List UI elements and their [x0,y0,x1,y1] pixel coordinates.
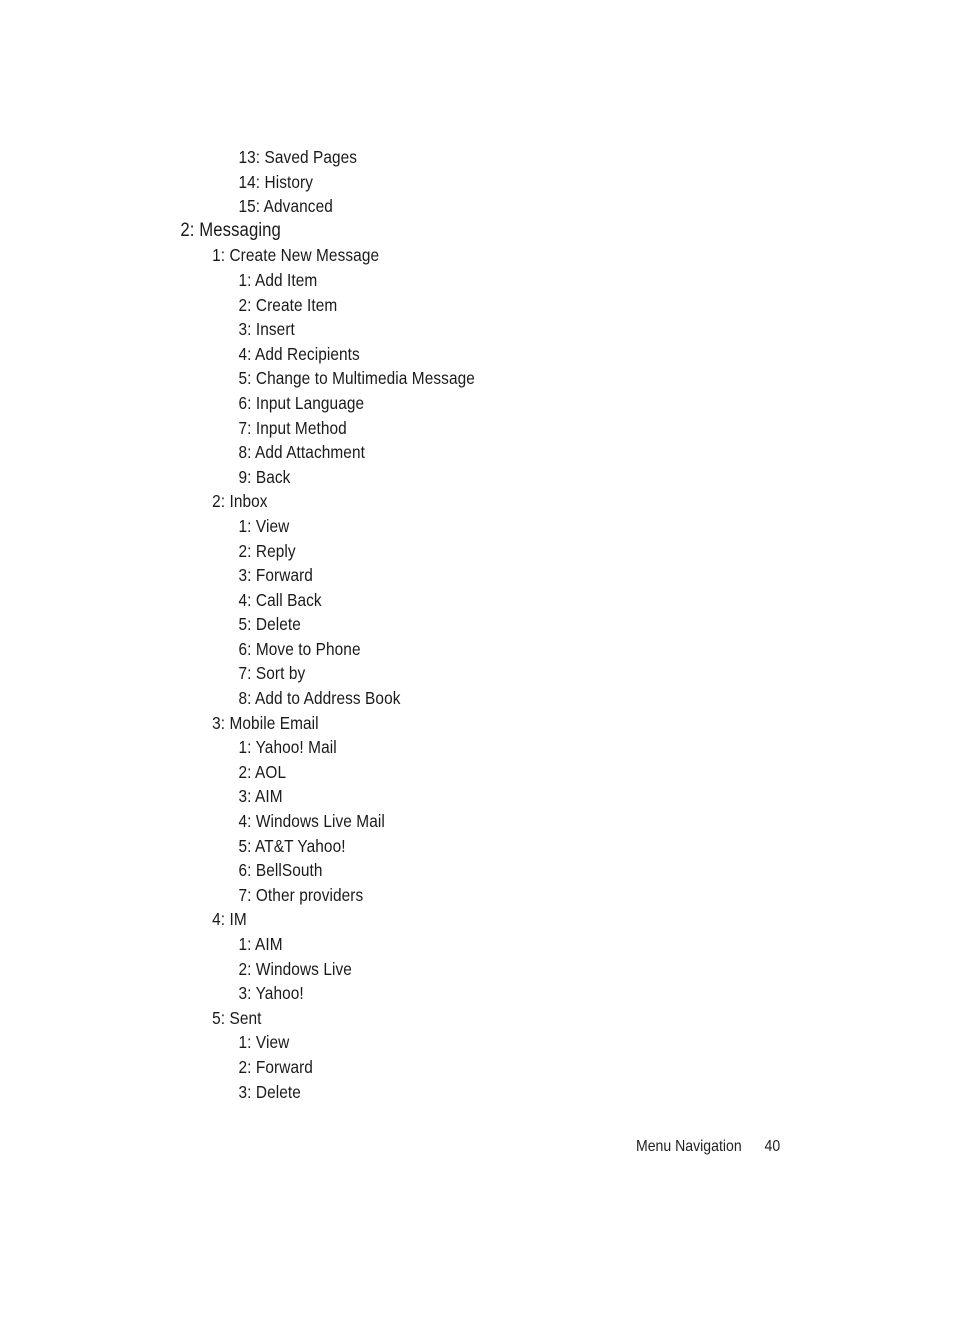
submenu-item: 5: AT&T Yahoo! [238,835,346,856]
submenu-item: 1: AIM [238,934,283,954]
submenu-item: 3: Insert [238,319,295,340]
submenu-item: 4: Add Recipients [238,343,360,364]
submenu-item: 2: Windows Live [238,958,352,979]
submenu-item: 4: Call Back [238,589,322,610]
page-footer [636,1135,780,1159]
menu-item: 2: Inbox [212,491,268,512]
submenu-item: 4: Windows Live Mail [238,811,385,832]
submenu-item: 1: View [238,515,290,536]
submenu-item: 6: Input Language [238,392,365,413]
submenu-item: 3: Forward [238,565,313,586]
submenu-item: 5: Change to Multimedia Message [238,368,475,389]
submenu-item: 14: History [238,171,314,192]
submenu-item: 9: Back [238,466,291,487]
submenu-item: 6: Move to Phone [238,638,361,659]
submenu-item: 1: Yahoo! Mail [238,737,337,758]
submenu-item: 2: Reply [238,540,296,561]
submenu-item: 8: Add to Address Book [238,688,401,709]
submenu-item: 3: Delete [238,1081,301,1102]
submenu-item: 7: Input Method [238,417,347,438]
submenu-item: 2: Forward [238,1056,313,1077]
submenu-item: 7: Other providers [238,884,364,905]
menu-item: 5: Sent [212,1007,262,1028]
submenu-item: 3: Yahoo! [238,983,304,1004]
menu-item: 4: IM [212,909,247,930]
menu-item: 3: Mobile Email [212,712,319,733]
submenu-item: 13: Saved Pages [238,147,358,167]
submenu-item: 7: Sort by [238,663,306,684]
submenu-item: 2: Create Item [238,294,338,315]
submenu-item: 3: AIM [238,786,283,807]
page-number: 40 [764,1138,781,1155]
submenu-item: 1: View [238,1032,290,1053]
submenu-item: 15: Advanced [238,196,333,217]
menu-item: 1: Create New Message [212,245,380,266]
submenu-item: 8: Add Attachment [238,442,365,463]
footer-section-title: Menu Navigation [636,1138,742,1155]
menu-section: 2: Messaging [180,219,281,241]
menu-outline [0,145,540,1104]
submenu-item: 6: BellSouth [238,860,323,881]
submenu-item: 1: Add Item [238,269,318,290]
submenu-item: 5: Delete [238,614,301,635]
submenu-item: 2: AOL [238,761,287,782]
